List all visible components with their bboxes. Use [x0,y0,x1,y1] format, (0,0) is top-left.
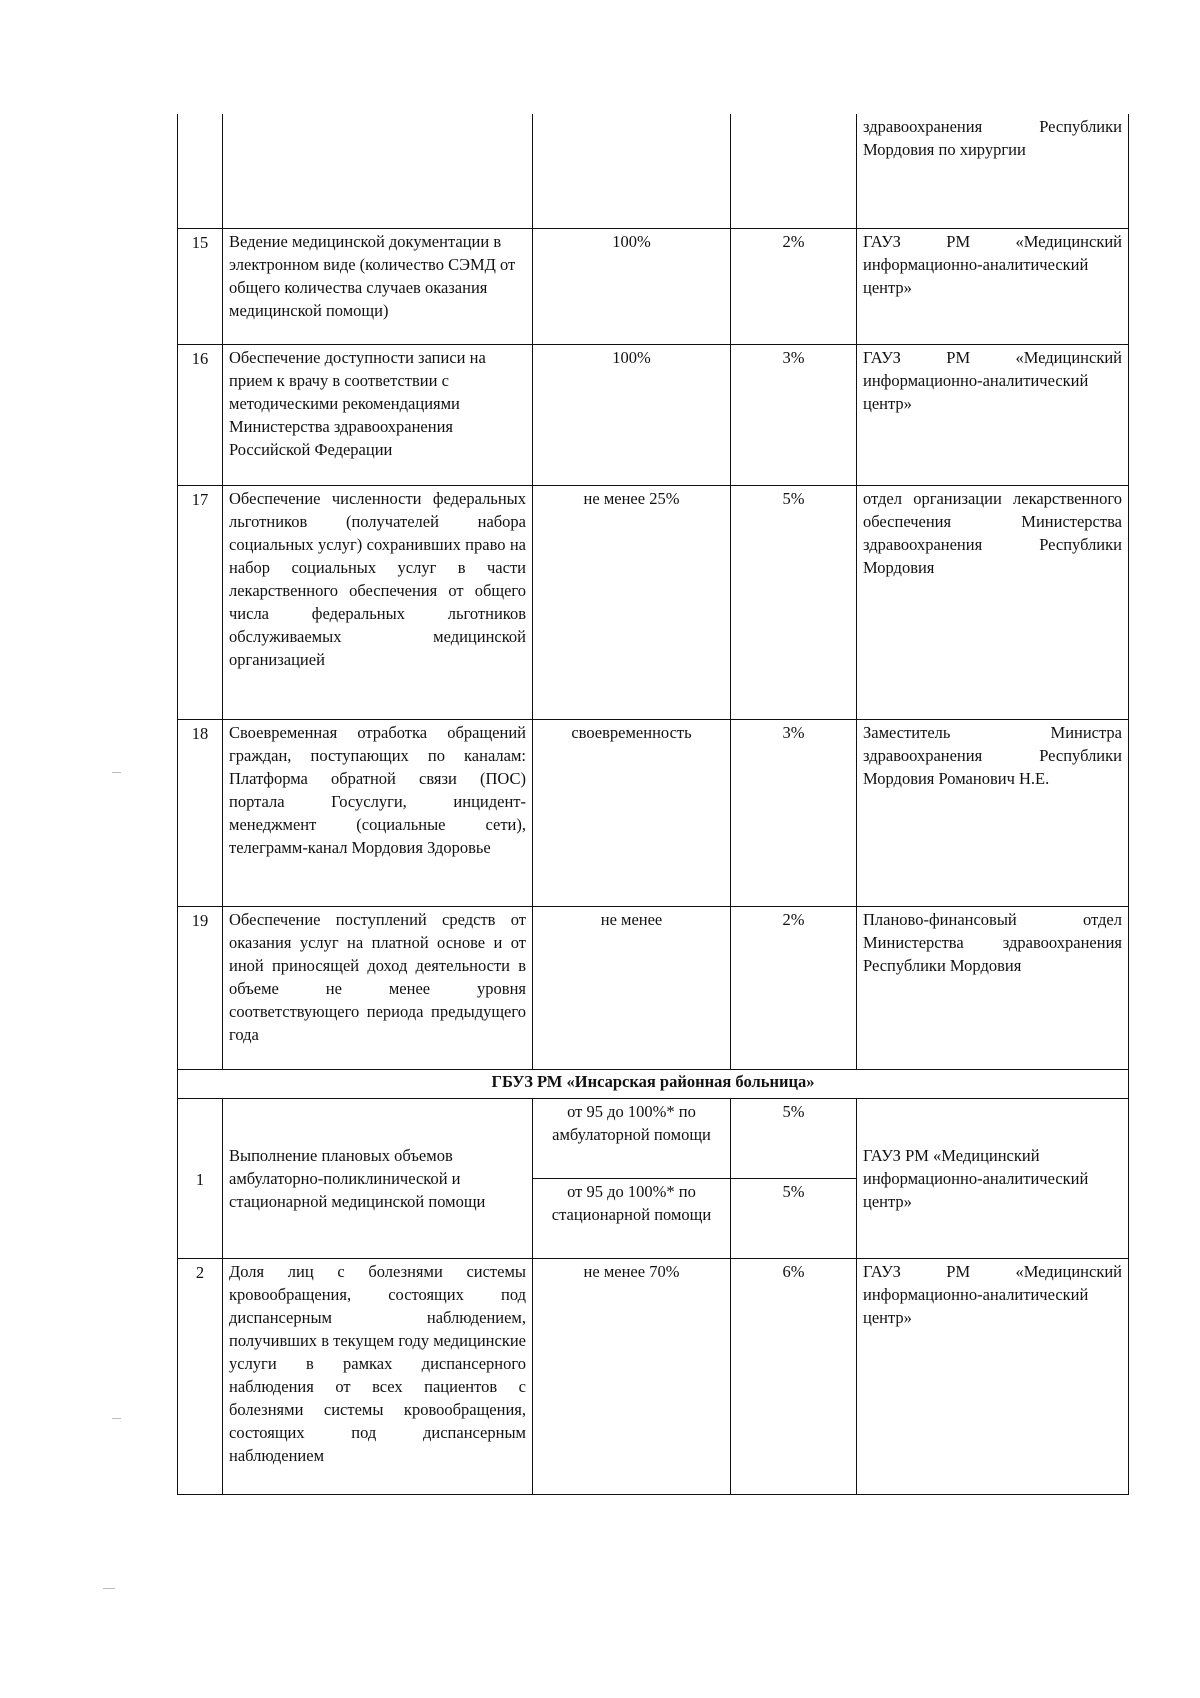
weight-value: 2% [731,906,857,1069]
scan-margin-mark [103,1588,115,1589]
row-number: 1 [178,1098,223,1258]
scan-margin-mark [112,1418,121,1419]
weight-value [731,114,857,228]
table-row [178,1098,1129,1178]
target-value-inpatient: от 95 до 100%* по стационарной помощи [533,1178,731,1258]
table-row [178,344,1129,485]
row-number: 18 [178,719,223,906]
target-value: не менее 25% [533,485,731,719]
scan-margin-mark [112,772,121,773]
table-row [178,906,1129,1069]
indicator-name: Обеспечение численности федеральных льготников (получателей набора социальных услуг) сохранивших право на набор социальных услуг в части лекарственного обеспечения от общего числа федеральных льготников обслуживаемых медицинской организацией [223,485,533,719]
target-value: 100% [533,228,731,344]
weight-value-outpatient: 5% [731,1098,857,1178]
weight-value-inpatient: 5% [731,1178,857,1258]
row-number: 16 [178,344,223,485]
indicator-name: Обеспечение доступности записи на прием к врачу в соответствии с методическими рекомендациями Министерства здравоохранения Российской Федерации [223,344,533,485]
row-number: 19 [178,906,223,1069]
indicator-name: Своевременная отработка обращений граждан, поступающих по каналам: Платформа обратной связи (ПОС) портала Госуслуги, инцидент-менеджмент (социальные сети), телеграмм-канал Мордовия Здоровье [223,719,533,906]
row-number [178,114,223,228]
weight-value: 3% [731,719,857,906]
table-row [178,114,1129,228]
target-value: 100% [533,344,731,485]
responsible-unit: ГАУЗ РМ «Медицинский информационно-аналитический центр» [857,344,1129,485]
table-row [178,1258,1129,1494]
target-value: не менее [533,906,731,1069]
row-number: 17 [178,485,223,719]
target-value [533,114,731,228]
responsible-unit: здравоохранения Республики Мордовия по хирургии [857,114,1129,228]
responsible-unit: Заместитель Министра здравоохранения Республики Мордовия Романович Н.Е. [857,719,1129,906]
indicator-name: Выполнение плановых объемов амбулаторно-поликлинической и стационарной медицинской помощи [223,1098,533,1258]
indicator-name: Обеспечение поступлений средств от оказания услуг на платной основе и от иной приносящей доход деятельности в объеме не менее уровня соответствующего периода предыдущего года [223,906,533,1069]
target-value: не менее 70% [533,1258,731,1494]
responsible-unit: ГАУЗ РМ «Медицинский информационно-аналитический центр» [857,1098,1129,1258]
table-row [178,485,1129,719]
target-value: своевременность [533,719,731,906]
row-number: 2 [178,1258,223,1494]
indicator-name: Ведение медицинской документации в электронном виде (количество СЭМД от общего количества случаев оказания медицинской помощи) [223,228,533,344]
indicator-name: Доля лиц с болезнями системы кровообращения, состоящих под диспансерным наблюдением, получивших в текущем году медицинские услуги в рамках диспансерного наблюдения от всех пациентов с болезнями системы кровообращения, состоящих под диспансерным наблюдением [223,1258,533,1494]
section-title: ГБУЗ РМ «Инсарская районная больница» [178,1069,1129,1098]
responsible-unit: Планово-финансовый отдел Министерства здравоохранения Республики Мордовия [857,906,1129,1069]
section-header-row [178,1069,1129,1098]
indicators-table [177,114,1129,1495]
responsible-unit: ГАУЗ РМ «Медицинский информационно-аналитический центр» [857,1258,1129,1494]
weight-value: 5% [731,485,857,719]
target-value-outpatient: от 95 до 100%* по амбулаторной помощи [533,1098,731,1178]
responsible-unit: отдел организации лекарственного обеспечения Министерства здравоохранения Республики Мордовия [857,485,1129,719]
weight-value: 6% [731,1258,857,1494]
responsible-unit: ГАУЗ РМ «Медицинский информационно-аналитический центр» [857,228,1129,344]
row-number: 15 [178,228,223,344]
weight-value: 3% [731,344,857,485]
table-row [178,719,1129,906]
table-row [178,228,1129,344]
weight-value: 2% [731,228,857,344]
indicator-name [223,114,533,228]
